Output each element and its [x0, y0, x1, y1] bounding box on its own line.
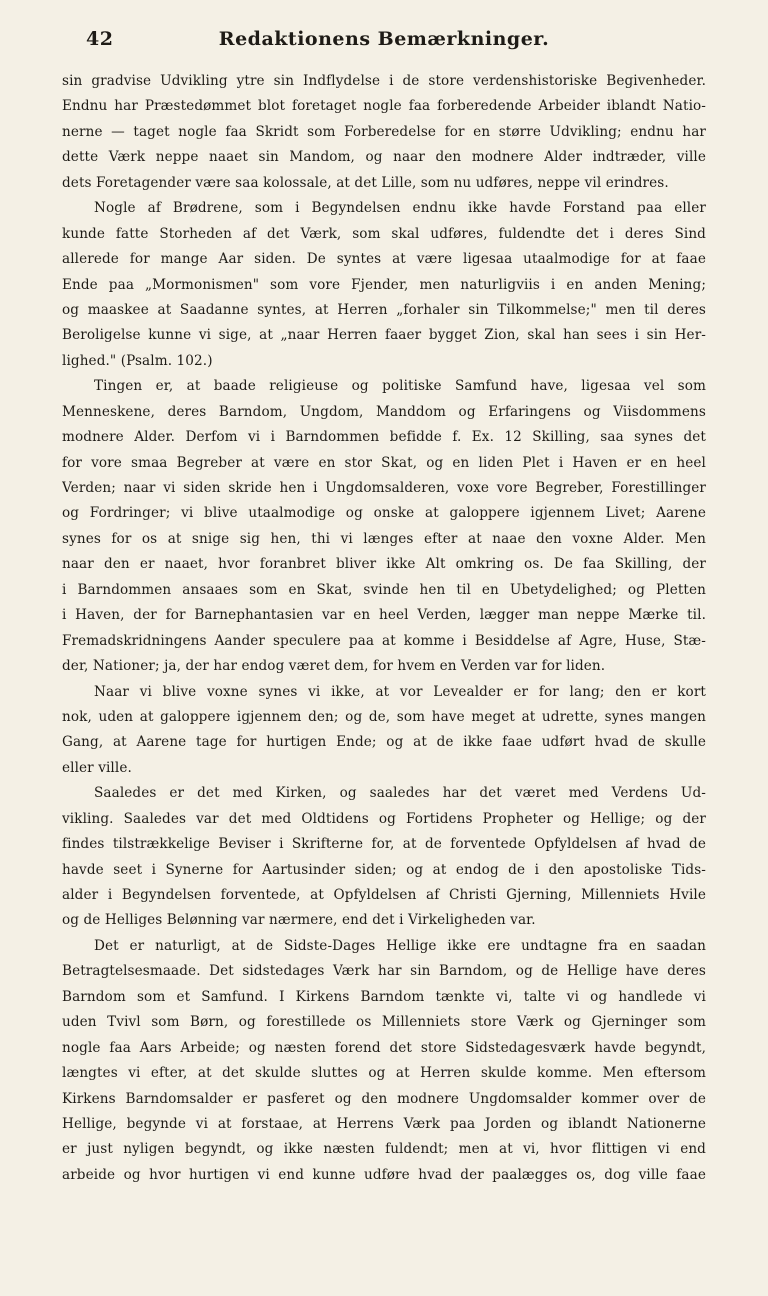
text-line: nogle faa Aars Arbeide; og næsten forend det store Sidstedagesværk havde begyndt, — [62, 1039, 706, 1056]
text-line: for vore smaa Begreber at være en stor Skat, og en liden Plet i Haven er en heel — [62, 454, 706, 471]
text-line: lighed." (Psalm. 102.) — [62, 352, 213, 369]
text-line: arbeide og hvor hurtigen vi end kunne udføre hvad der paalægges os, dog ville faae — [62, 1166, 706, 1183]
text-line: alder i Begyndelsen forventede, at Opfyldelsen af Christi Gjerning, Millenniets Hvile — [62, 887, 706, 903]
text-line: Hellige, begynde vi at forstaae, at Herrens Værk paa Jorden og iblandt Nationerne — [62, 1115, 706, 1132]
text-line: Tingen er, at baade religieuse og politiske Samfund have, ligesaa vel som — [94, 378, 706, 395]
text-line: Menneskene, deres Barndom, Ungdom, Manddom og Erfaringens og Viisdommens — [62, 403, 706, 420]
page-number: 42 — [86, 28, 114, 50]
text-line: havde seet i Synerne for Aartusinder siden; og at endog de i den apostoliske Tids- — [62, 861, 706, 878]
text-line: synes for os at snige sig hen, thi vi længes efter at naae den voxne Alder. Men — [62, 530, 706, 547]
text-line: sin gradvise Udvikling ytre sin Indflydelse i de store verdenshistoriske Begivenheder. — [62, 73, 706, 89]
text-line: er just nyligen begyndt, og ikke næsten fuldendt; men at vi, hvor flittigen vi end — [62, 1141, 706, 1158]
text-line: længtes vi efter, at det skulde sluttes og at Herren skulde komme. Men eftersom — [62, 1065, 706, 1082]
text-line: Endnu har Præstedømmet blot foretaget nogle faa forberedende Arbeider iblandt Natio- — [62, 98, 706, 115]
text-line: nerne — taget nogle faa Skridt som Forberedelse for en større Udvikling; endnu har — [62, 123, 706, 140]
text-line: modnere Alder. Derfom vi i Barndommen befidde f. Ex. 12 Skilling, saa synes det — [62, 429, 706, 446]
text-line: Det er naturligt, at de Sidste-Dages Hellige ikke ere undtagne fra en saadan — [94, 937, 706, 954]
text-line: Barndom som et Samfund. I Kirkens Barndom tænkte vi, talte vi og handlede vi — [62, 988, 706, 1005]
page-header — [62, 28, 706, 60]
text-line: Beroligelse kunne vi sige, at „naar Herren faaer bygget Zion, skal han sees i sin Her- — [62, 327, 706, 344]
text-line: der, Nationer; ja, der har endog været dem, for hvem en Verden var for liden. — [62, 658, 606, 675]
text-line: dette Værk neppe naaet sin Mandom, og naar den modnere Alder indtræder, ville — [62, 149, 706, 166]
text-line: Saaledes er det med Kirken, og saaledes har det været med Verdens Ud- — [94, 785, 706, 802]
text-line: Gang, at Aarene tage for hurtigen Ende; og at de ikke faae udført hvad de skulle — [62, 734, 706, 751]
text-line: kunde fatte Storheden af det Værk, som skal udføres, fuldendte det i deres Sind — [62, 225, 706, 242]
text-line: Kirkens Barndomsalder er pasferet og den modnere Ungdomsalder kommer over de — [62, 1090, 706, 1107]
text-line: Ende paa „Mormonismen" som vore Fjender, men naturligviis i en anden Mening; — [62, 276, 706, 293]
text-line: Betragtelsesmaade. Det sidstedages Værk har sin Barndom, og de Hellige have deres — [62, 963, 706, 980]
text-line: og Fordringer; vi blive utaalmodige og onske at galoppere igjennem Livet; Aarene — [62, 505, 706, 522]
text-line: dets Foretagender være saa kolossale, at det Lille, som nu udføres, neppe vil erindres. — [62, 174, 669, 191]
body-text — [62, 69, 706, 1188]
text-line: Naar vi blive voxne synes vi ikke, at vor Levealder er for lang; den er kort — [94, 683, 706, 700]
text-line: og maaskee at Saadanne syntes, at Herren „forhaler sin Tilkommelse;" men til deres — [62, 301, 706, 318]
text-line: eller ville. — [62, 759, 132, 776]
text-line: allerede for mange Aar siden. De syntes at være ligesaa utaalmodige for at faae — [62, 251, 706, 268]
text-line: findes tilstrækkelige Beviser i Skrifterne for, at de forventede Opfyldelsen af hvad de — [62, 836, 706, 853]
text-line: naar den er naaet, hvor foranbret bliver ikke Alt omkring os. De faa Skilling, der — [62, 556, 706, 573]
text-line: og de Helliges Belønning var nærmere, end det i Virkeligheden var. — [62, 912, 536, 929]
text-line: i Haven, der for Barnephantasien var en heel Verden, lægger man neppe Mærke til. — [62, 607, 706, 624]
text-line: Nogle af Brødrene, som i Begyndelsen endnu ikke havde Forstand paa eller — [94, 200, 706, 217]
text-line: uden Tvivl som Børn, og forestillede os Millenniets store Værk og Gjerninger som — [62, 1014, 706, 1031]
text-line: i Barndommen ansaaes som en Skat, svinde hen til en Ubetydelighed; og Pletten — [62, 581, 706, 598]
text-line: vikling. Saaledes var det med Oldtidens og Fortidens Propheter og Hellige; og der — [62, 810, 706, 827]
text-line: Verden; naar vi siden skride hen i Ungdomsalderen, voxe vore Begreber, Forestillinger — [62, 480, 706, 496]
running-title: Redaktionens Bemærkninger. — [218, 28, 550, 50]
text-line: Fremadskridningens Aander speculere paa at komme i Besiddelse af Agre, Huse, Stæ- — [62, 632, 706, 649]
text-line: nok, uden at galoppere igjennem den; og de, som have meget at udrette, synes mangen — [62, 708, 706, 725]
